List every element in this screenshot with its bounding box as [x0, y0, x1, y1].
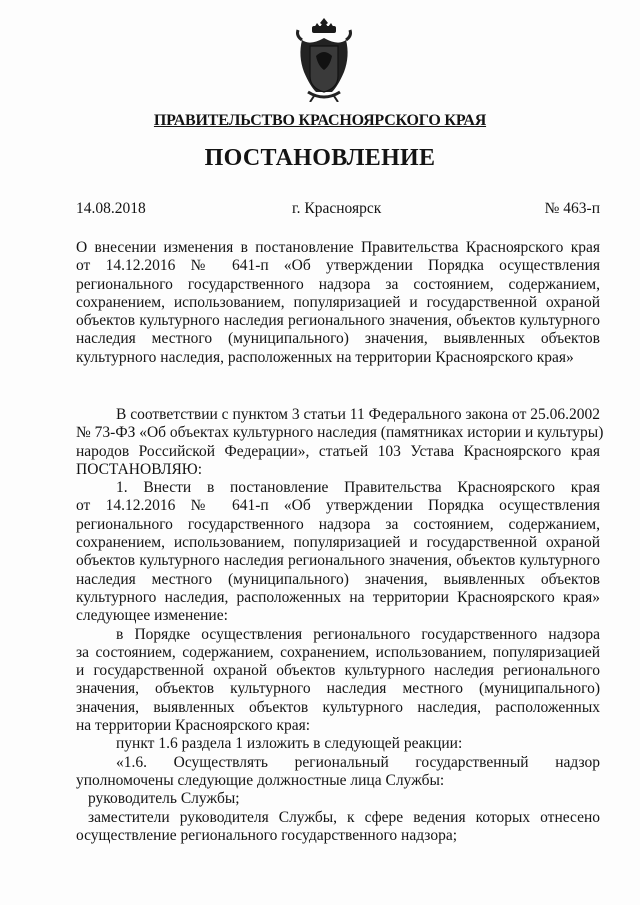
body-line: культурного наследия, расположенных на территории Красноярского края»: [76, 588, 600, 606]
document-body: [76, 406, 604, 845]
body-line: значения, объектов культурного наследия местного (муниципального): [76, 680, 600, 698]
body-line: 1. Внести в постановление Правительства Красноярского края: [116, 479, 600, 497]
body-line: осуществление регионального государственного надзора;: [76, 826, 458, 844]
subject-line: наследия местного (муниципального) значения, выявленных объектов: [76, 330, 600, 348]
document-date: 14.08.2018: [76, 200, 146, 217]
body-line: и государственной охраной объектов культурного наследия регионального: [76, 662, 600, 680]
organization-name: ПРАВИТЕЛЬСТВО КРАСНОЯРСКОГО КРАЯ: [153, 112, 487, 129]
body-line: В соответствии с пунктом 3 статьи 11 Федерального закона от 25.06.2002: [116, 406, 600, 423]
body-line: руководитель Службы;: [88, 790, 240, 808]
subject-line: культурного наследия, расположенных на территории Красноярского края»: [76, 348, 574, 366]
subject-line: регионального государственного надзора за состоянием, содержанием,: [76, 275, 600, 293]
body-line: народов Российской Федерации», статьей 103 Устава Красноярского края: [76, 442, 600, 460]
body-line: регионального государственного надзора за состоянием, содержанием,: [76, 515, 600, 533]
body-line: наследия местного (муниципального) значения, выявленных объектов: [76, 570, 600, 588]
subject-line: О внесении изменения в постановление Правительства Красноярского края: [76, 239, 600, 256]
document-subject: [76, 239, 600, 367]
body-line: уполномочены следующие должностные лица Службы:: [76, 771, 445, 789]
body-line: за состоянием, содержанием, сохранением, использованием, популяризацией: [76, 643, 600, 661]
coat-of-arms-emblem: [294, 16, 354, 102]
document-title: ПОСТАНОВЛЕНИЕ: [204, 145, 436, 171]
body-line: на территории Красноярского края:: [76, 717, 311, 735]
body-line: № 73-ФЗ «Об объектах культурного наследия (памятниках истории и культуры): [76, 424, 604, 442]
subject-line: объектов культурного наследия регионального значения, объектов культурного: [76, 312, 600, 330]
body-line: ПОСТАНОВЛЯЮ:: [76, 460, 203, 478]
body-line: в Порядке осуществления регионального государственного надзора: [116, 625, 600, 643]
document-number: № 463-п: [544, 200, 600, 217]
subject-line: сохранением, использованием, популяризацией и государственной охраной: [76, 293, 600, 311]
subject-line: от 14.12.2016 № 641-п «Об утверждении Порядка осуществления: [76, 257, 600, 275]
body-line: пункт 1.6 раздела 1 изложить в следующей реакции:: [116, 735, 463, 753]
body-line: значения, выявленных объектов культурного наследия, расположенных: [76, 698, 600, 716]
body-line: заместители руководителя Службы, к сфере ведения которых отнесено: [88, 808, 600, 826]
body-line: «1.6. Осуществлять региональный государственный надзор: [116, 753, 600, 771]
body-line: следующее изменение:: [76, 607, 228, 625]
document-city: г. Красноярск: [292, 200, 382, 217]
body-line: объектов культурного наследия регионального значения, объектов культурного: [76, 552, 600, 570]
body-line: от 14.12.2016 № 641-п «Об утверждении Порядка осуществления: [76, 497, 600, 515]
body-line: сохранением, использованием, популяризацией и государственной охраной: [76, 534, 600, 552]
